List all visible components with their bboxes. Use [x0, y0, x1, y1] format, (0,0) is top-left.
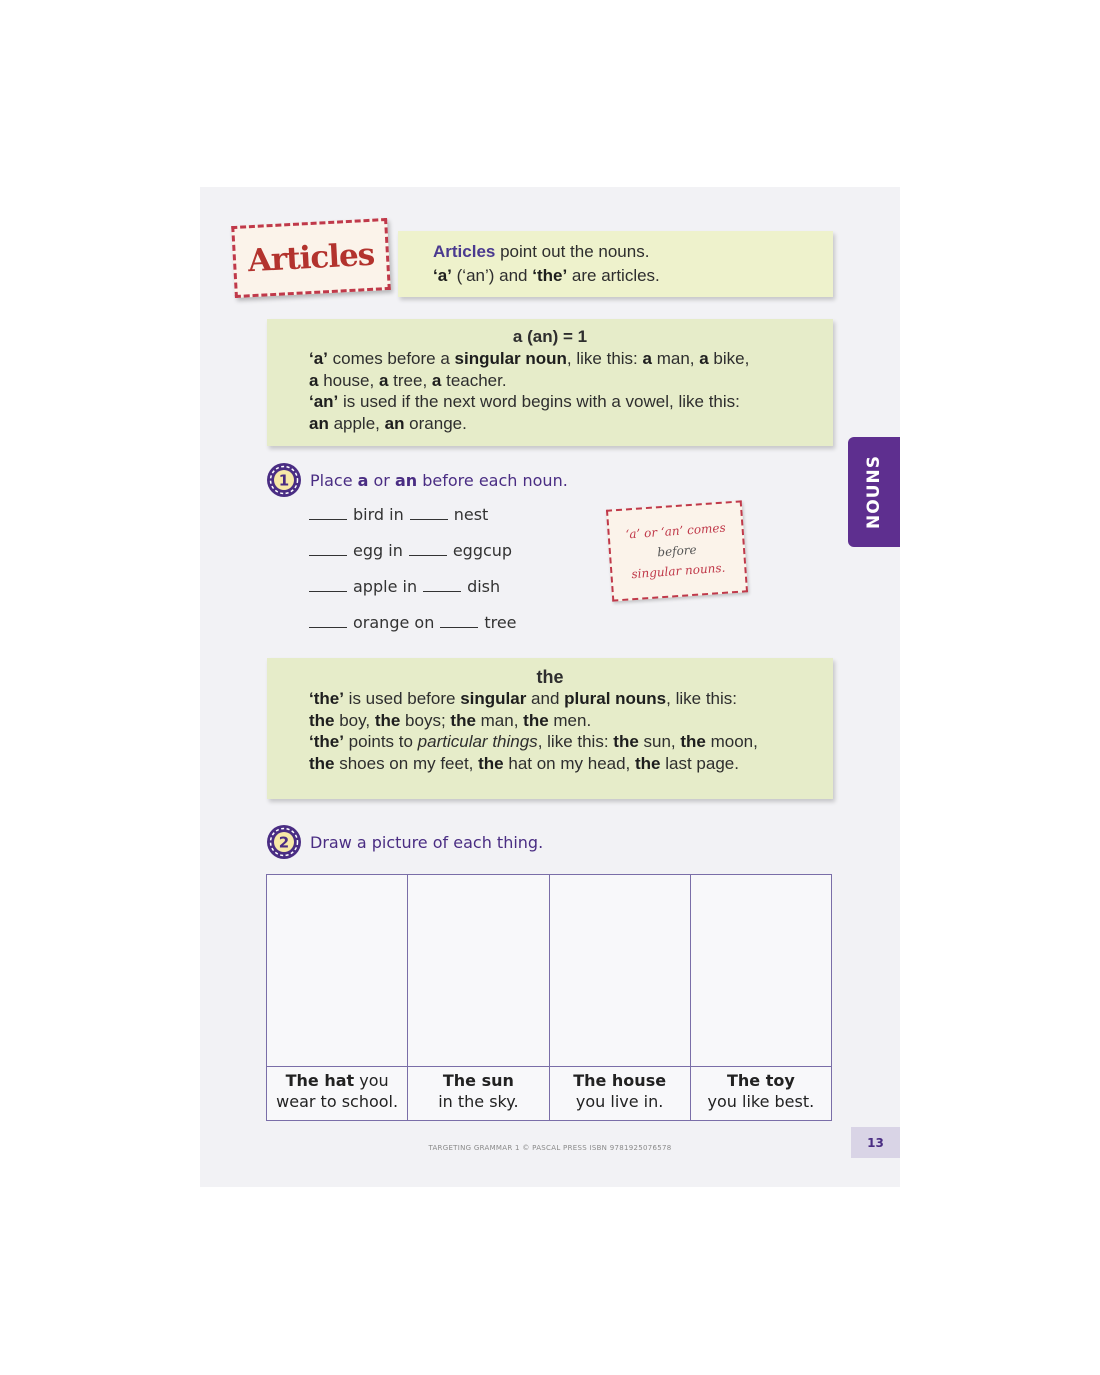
intro-line-1: Articles point out the nouns. — [433, 242, 650, 261]
exercise-line: egg in eggcup — [309, 541, 517, 577]
drawing-cell — [550, 875, 691, 1120]
drawing-cell — [408, 875, 549, 1120]
drawing-caption: The toy you like best. — [691, 1066, 831, 1120]
drawing-caption: The hat you wear to school. — [267, 1066, 407, 1120]
article-exercise — [309, 505, 517, 649]
worksheet-page — [200, 187, 900, 1187]
question-1-heading — [266, 462, 568, 498]
answer-blank[interactable] — [309, 541, 347, 556]
intro-line-2: ‘a’ (‘an’) and ‘the’ are articles. — [433, 266, 660, 285]
title-tag — [231, 218, 391, 298]
exercise-line: apple in dish — [309, 577, 517, 613]
rule-the-box — [267, 658, 833, 799]
question-number-badge-icon — [266, 462, 302, 498]
drawing-grid — [266, 874, 832, 1121]
rule-a-heading: a (an) = 1 — [512, 327, 588, 346]
drawing-area[interactable] — [267, 875, 407, 1066]
tip-note: ‘a’ or ‘an’ comes before singular nouns. — [606, 500, 748, 601]
answer-blank[interactable] — [309, 505, 347, 520]
rule-the-body: ‘the’ is used before singular and plural nouns, like this: the boy, the boys; the man, the men. ‘the’ points to particular things, like this: the sun, the moon, the shoes on my feet, the hat on my head, the last page. — [309, 689, 758, 773]
svg-text:1: 1 — [278, 471, 290, 490]
footer-text: TARGETING GRAMMAR 1 © PASCAL PRESS ISBN 9781925076578 — [428, 1144, 672, 1152]
drawing-cell — [691, 875, 831, 1120]
drawing-area[interactable] — [550, 875, 690, 1066]
drawing-area[interactable] — [691, 875, 831, 1066]
question-1-text: Place a or an before each noun. — [310, 470, 568, 490]
drawing-cell — [267, 875, 408, 1120]
question-number-badge-icon — [266, 824, 302, 860]
rule-a-body: ‘a’ comes before a singular noun, like this: a man, a bike, a house, a tree, a teacher. ‘an’ is used if the next word begins with a vowel, like this: an apple, an orange. — [309, 349, 750, 433]
answer-blank[interactable] — [423, 577, 461, 592]
drawing-caption: The sun in the sky. — [408, 1066, 548, 1120]
page-number: 13 — [851, 1127, 900, 1158]
question-2-text: Draw a picture of each thing. — [310, 832, 544, 852]
exercise-line: bird in nest — [309, 505, 517, 541]
drawing-area[interactable] — [408, 875, 548, 1066]
exercise-line: orange on tree — [309, 613, 517, 649]
rule-a-box — [267, 319, 833, 446]
answer-blank[interactable] — [309, 577, 347, 592]
svg-text:2: 2 — [278, 833, 290, 852]
answer-blank[interactable] — [440, 613, 478, 628]
answer-blank[interactable] — [409, 541, 447, 556]
rule-the-heading: the — [536, 667, 564, 687]
intro-box — [398, 231, 833, 297]
answer-blank[interactable] — [309, 613, 347, 628]
question-2-heading — [266, 824, 543, 860]
drawing-caption: The house you live in. — [550, 1066, 690, 1120]
page-title: Articles — [246, 236, 376, 280]
section-tab-nouns: NOUNS — [848, 437, 900, 547]
answer-blank[interactable] — [410, 505, 448, 520]
